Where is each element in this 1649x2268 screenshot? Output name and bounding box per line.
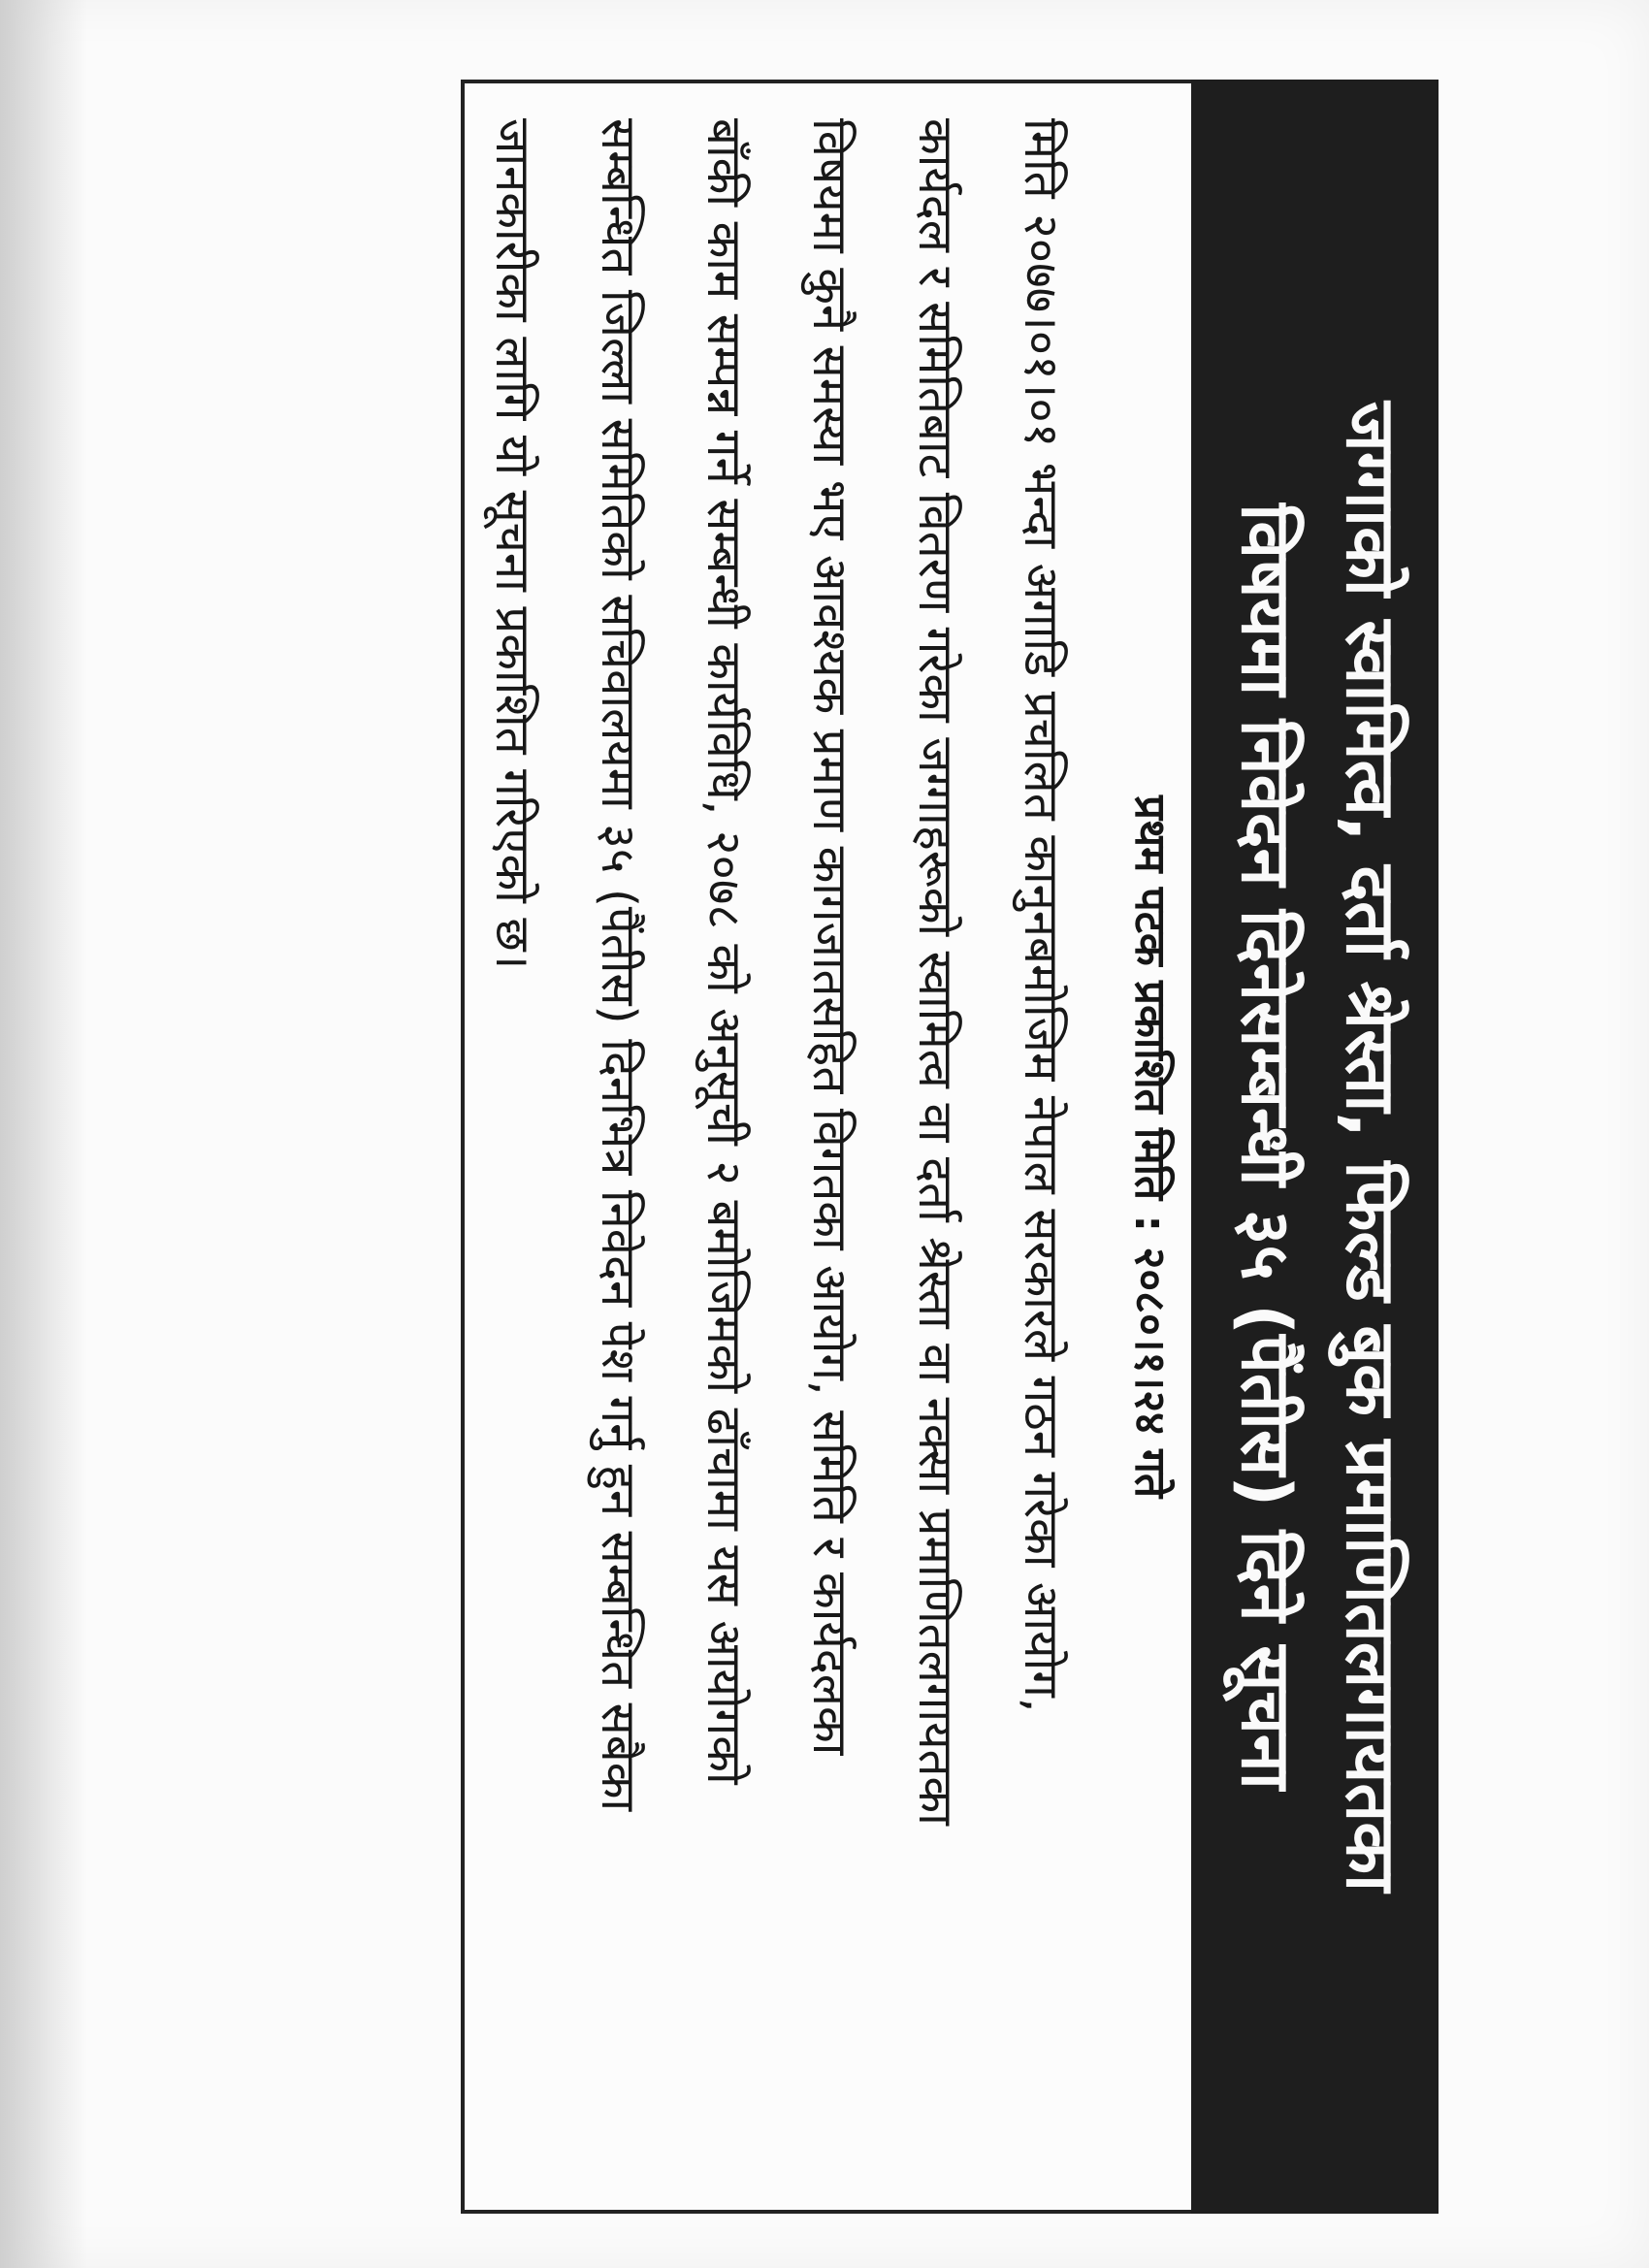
- body-line: विषयमा कुनै समस्या भए आवश्यक प्रमाण कागजातसहित विगतका आयोग, समिति र कार्यदलका: [802, 118, 857, 1756]
- body-line: जानकारीका लागि यो सूचना प्रकाशित गरिएको छ।: [485, 118, 540, 970]
- body-line: बाँकी काम सम्पन्न गर्ने सम्बन्धी कार्यविधि, २०७८ को अनुसूची २ बमोजिमको ढाँचामा यस आयोगको: [696, 118, 752, 1785]
- notice-title-band: [1191, 80, 1439, 2214]
- body-line: मिति २०७७।०१।०१ भन्दा अगाडि प्रचलित कानुनबमोजिम नेपाल सरकारले गठन गरेका आयोग,: [1014, 118, 1069, 1713]
- notice-body: [460, 118, 1094, 2175]
- notice-rotated-content: [461, 80, 1439, 2214]
- body-line: सम्बन्धित जिल्ला समितिको सचिवालयमा ३५ (पैंतीस) दिनभित्र निवेदन पेश गर्नु हुन सम्बन्धित सबैका: [591, 118, 646, 1812]
- body-line: कार्यदल र समितिबाट वितरण गरेका जग्गाहरूको स्वामित्व वा दर्ता श्रेस्ता वा नक्सा प्रमाणितलगायतका: [908, 118, 963, 1826]
- published-date: प्रथम पटक प्रकाशित मिति : २०८०।१।२४ गते: [1125, 794, 1175, 1499]
- scan-edge-shadow: [0, 0, 87, 2268]
- notice-title-line-1: जग्गाको स्वामित्व, दर्ता श्रेस्ता, फिल्ड बुक प्रमाणितलगायतका: [1331, 401, 1410, 1893]
- notice-title-line-2: विषयमा निवेदन दिनेसम्बन्धी ३५ (पैंतीस) दिने सूचना: [1226, 503, 1306, 1790]
